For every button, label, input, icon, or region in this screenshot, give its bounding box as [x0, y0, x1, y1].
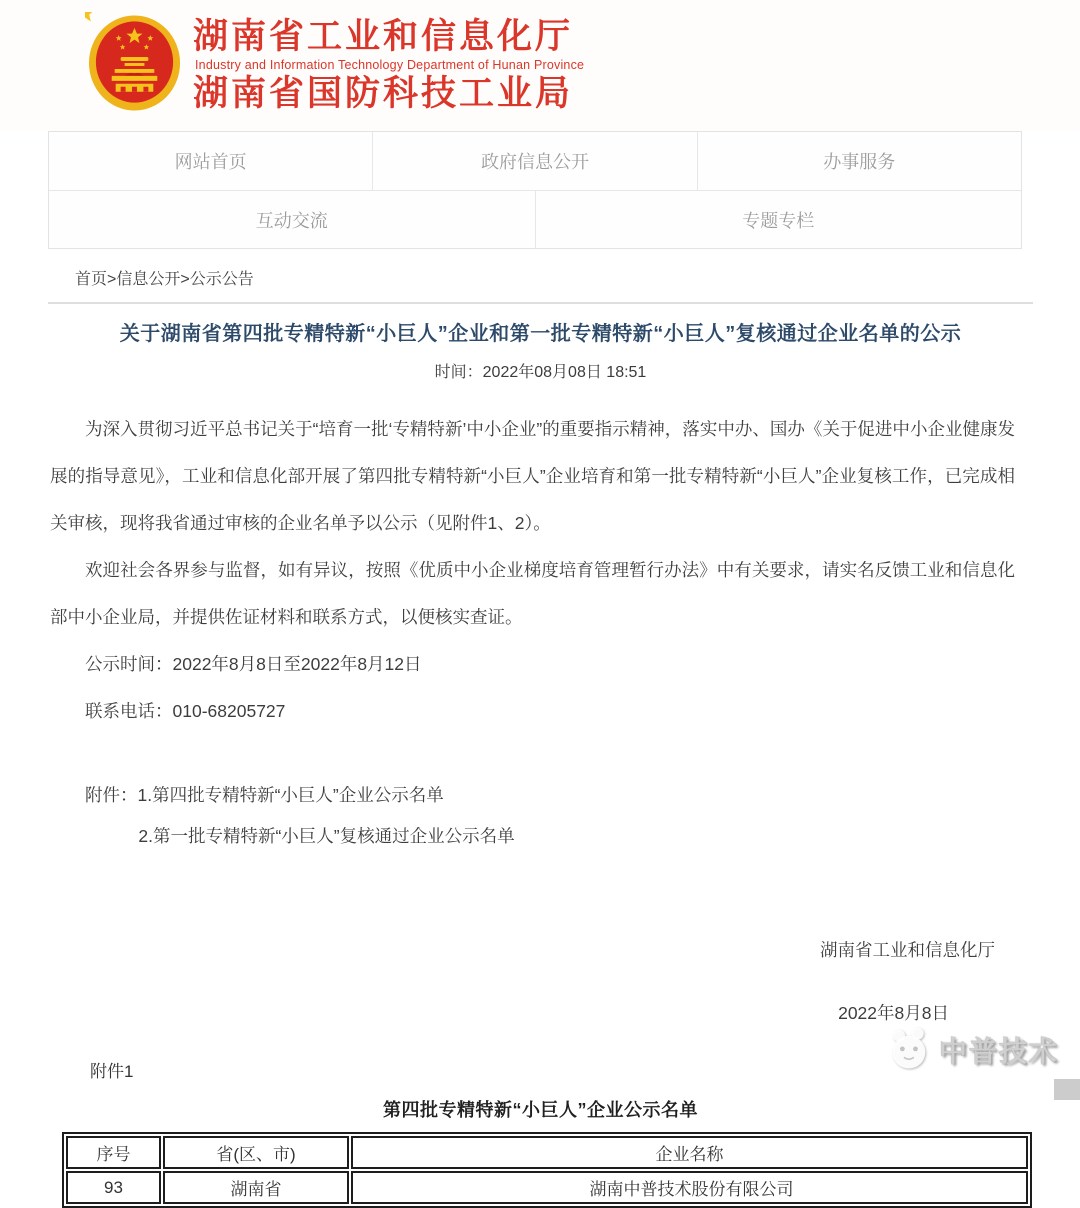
- attachment-item-2[interactable]: 2.第一批专精特新“小巨人”复核通过企业公示名单: [138, 826, 515, 846]
- cell-company-name: 湖南中普技术股份有限公司: [351, 1171, 1028, 1204]
- national-emblem-icon: [85, 12, 184, 114]
- nav-item-special-columns[interactable]: 专题专栏: [535, 191, 1022, 248]
- table-header-region: 省(区、市): [163, 1136, 349, 1169]
- nav-row-1: [49, 132, 1021, 190]
- contact-phone: 联系电话：010-68205727: [85, 701, 286, 721]
- site-header: [0, 0, 1080, 131]
- signature-org: 湖南省工业和信息化厅: [820, 940, 995, 960]
- main-nav: [48, 131, 1022, 249]
- table-header-company: 企业名称: [351, 1136, 1028, 1169]
- table-row: [66, 1171, 1028, 1204]
- signature-block: [50, 927, 1015, 1037]
- table-header-no: 序号: [66, 1136, 161, 1169]
- signature-date: 2022年8月8日: [838, 1003, 949, 1023]
- breadcrumb[interactable]: 首页>信息公开>公示公告: [48, 249, 1033, 304]
- cell-region: 湖南省: [163, 1171, 349, 1204]
- article-body: [48, 406, 1033, 1037]
- org-name-secondary: 湖南省国防科技工业局: [193, 74, 574, 114]
- org-name-primary: 湖南省工业和信息化厅: [193, 17, 574, 56]
- paragraph-1: 为深入贯彻习近平总书记关于“培育一批‘专精特新’中小企业”的重要指示精神，落实中办、国办《关于促进中小企业健康发展的指导意见》，工业和信息化部开展了第四批专精特新“小巨人”企业培育和第一批专精特新“小巨人”企业复核工作，已完成相关审核，现将我省通过审核的企业名单予以公示（见附件1、2）。: [50, 419, 1015, 533]
- annex-table: [62, 1132, 1032, 1208]
- cell-serial-no: 93: [66, 1171, 161, 1204]
- article-title: 关于湖南省第四批专精特新“小巨人”企业和第一批专精特新“小巨人”复核通过企业名单的公示: [119, 323, 962, 345]
- annex-label: 附件1: [90, 1062, 134, 1081]
- watermark-text: 中普技术: [938, 1036, 1059, 1067]
- table-header-row: [66, 1136, 1028, 1169]
- nav-row-2: [49, 190, 1021, 248]
- header-org-titles: [193, 17, 584, 113]
- publicity-period: 公示时间：2022年8月8日至2022年8月12日: [85, 654, 422, 674]
- attachment-item-1[interactable]: 附件：1.第四批专精特新“小巨人”企业公示名单: [85, 785, 444, 805]
- watermark-logo-icon: [886, 1026, 934, 1074]
- article-time: 时间：2022年08月08日 18:51: [434, 364, 647, 381]
- nav-item-gov-info[interactable]: 政府信息公开: [372, 132, 696, 190]
- watermark: [886, 1026, 1059, 1074]
- nav-item-home[interactable]: 网站首页: [174, 152, 247, 172]
- nav-item-interaction[interactable]: 互动交流: [255, 210, 328, 231]
- paragraph-2: 欢迎社会各界参与监督，如有异议，按照《优质中小企业梯度培育管理暂行办法》中有关要求，请实名反馈工业和信息化部中小企业局，并提供佐证材料和联系方式，以便核实查证。: [50, 560, 1015, 627]
- attachments: [50, 775, 1015, 857]
- org-name-english: Industry and Information Technology Department of Hunan Province: [195, 58, 585, 73]
- nav-item-services[interactable]: 办事服务: [697, 132, 1021, 190]
- annex-table-title: 第四批专精特新“小巨人”企业公示名单: [383, 1100, 698, 1120]
- corner-scroll-block: [1054, 1079, 1080, 1100]
